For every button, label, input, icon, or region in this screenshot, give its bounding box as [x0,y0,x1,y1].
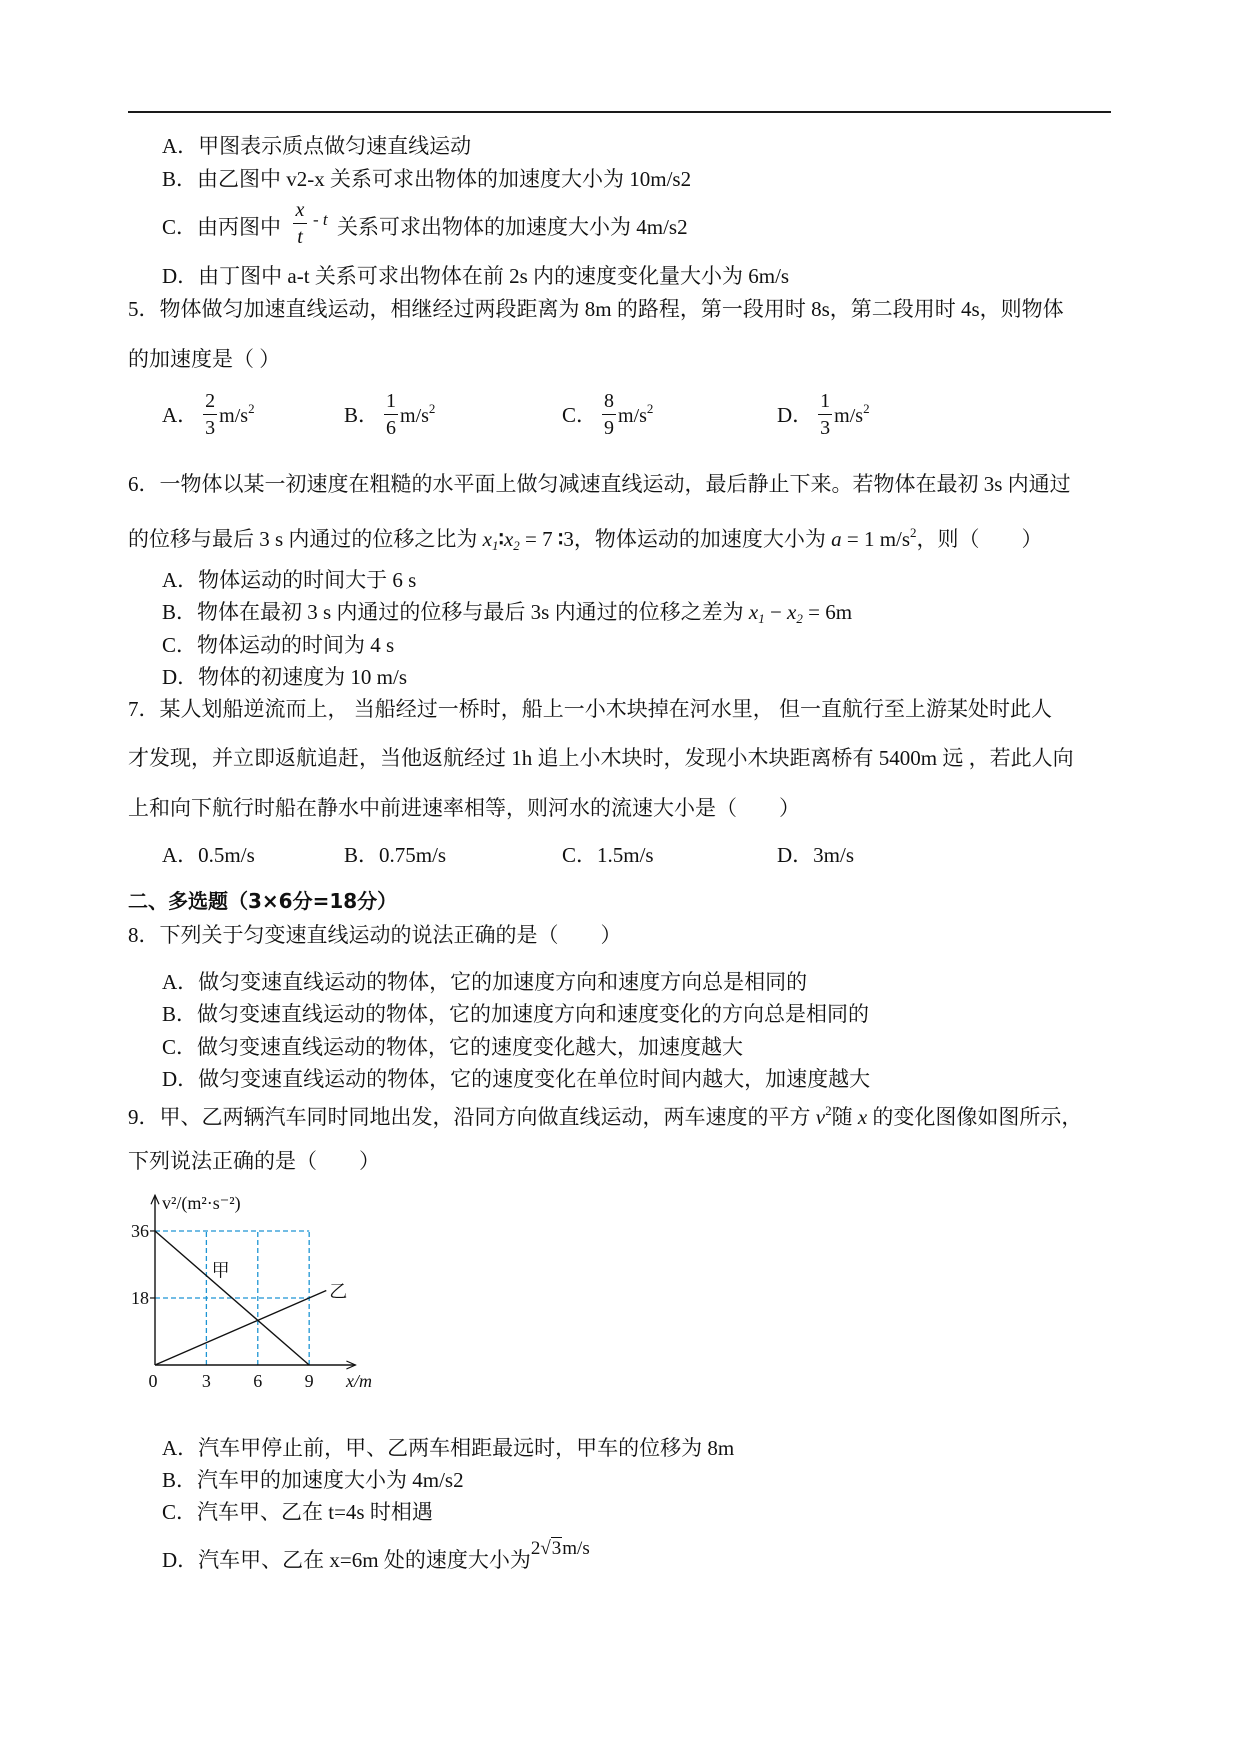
q6-option-a: A．物体运动的时间大于 6 s [162,568,417,592]
ratio-value: 3 [563,527,574,551]
q4-option-c-tail: 关系可求出物体的加速度大小为 4m/s2 [337,215,688,239]
minus-sign: − [764,600,788,624]
unit-exponent: 2 [910,525,917,540]
option-fraction [384,391,398,438]
fraction-bar [602,414,616,415]
option-label: C． [562,403,598,427]
unit-text: m/s [400,404,429,427]
fraction-denominator: t [297,226,303,248]
difference-value: = 6m [802,600,853,624]
q6-option-d: D．物体的初速度为 10 m/s [162,665,408,689]
q8-option-b: B．做匀变速直线运动的物体，它的加速度方向和速度变化的方向总是相同的 [162,1002,870,1026]
var-x1: x [482,527,492,551]
q4-option-a: A．甲图表示质点做匀速直线运动 [162,134,472,158]
header-rule [128,111,1111,113]
q7-stem-line-1: 7．某人划船逆流而上， 当船经过一桥时，船上一小木块掉在河水里， 但一直航行至上游某处时此人 [128,697,1052,721]
fraction-numerator: x [295,199,305,221]
fraction-numerator: 1 [820,389,831,412]
q9-stem-line-1 [128,1100,1082,1128]
radical-coefficient: 2 [530,1538,541,1559]
var-v: v [815,1105,826,1129]
q8-stem: 8．下列关于匀变速直线运动的说法正确的是（ ） [128,923,622,947]
q9-option-d-text: D．汽车甲、乙在 x=6m 处的速度大小为 [162,1548,531,1572]
q9-stem-line-2: 下列说法正确的是（ ） [128,1149,380,1173]
fraction-numerator: 1 [386,389,397,412]
radical-expression [531,1538,590,1559]
q6-option-b [162,601,852,630]
q8-option-a: A．做匀变速直线运动的物体，它的加速度方向和速度方向总是相同的 [162,970,808,994]
var-x2: x [503,527,514,551]
q7-option-a: A．0.5m/s [162,843,255,867]
radical-unit: m/s [562,1538,590,1559]
q9-stem-text-1: 9．甲、乙两辆汽车同时同地出发，沿同方向做直线运动，两车速度的平方 [128,1105,816,1129]
subscript-1: 1 [758,611,765,626]
unit-text: m/s [834,404,864,427]
q4-option-c-fraction [293,200,307,247]
v2-x-graph [100,1180,385,1395]
q5-option-b [344,391,435,437]
q9-option-b: B．汽车甲的加速度大小为 4m/s2 [162,1468,464,1492]
option-unit [618,401,653,428]
q7-stem-line-3: 上和向下航行时船在静水中前进速率相等，则河水的流速大小是（ ） [128,796,800,820]
x-tick-label-6: 6 [253,1371,263,1391]
ratio-equals: = 7 [519,527,558,551]
fraction-bar [293,223,307,224]
q6-stem-text-1: 的位移与最后 3 s 内通过的位移之比为 [128,527,483,551]
q6-option-c: C．物体运动的时间为 4 s [162,633,395,657]
unit-text: m/s [219,404,249,427]
fraction-numerator: 2 [205,389,216,412]
q7-stem-line-2: 才发现，并立即返航追赶，当他返航经过 1h 追上小木块时，发现小木块距离桥有 5400m 远 ，若此人向 [128,746,1074,770]
q4-option-d: D．由丁图中 a-t 关系可求出物体在前 2s 内的速度变化量大小为 6m/s [162,264,790,288]
var-x2: x [787,600,797,624]
q7-option-b: B．0.75m/s [344,843,447,867]
chart-marks [131,1195,355,1391]
option-unit [400,401,435,428]
fraction-bar [818,414,832,415]
radicand: 3 [551,1538,562,1559]
q5-stem-line-2: 的加速度是（ ） [128,347,281,371]
var-x: x [857,1105,868,1129]
q6-stem-line-2 [128,522,1043,557]
ratio-colon: ∶ [498,527,504,551]
q4-option-c-lead: C．由丙图中 [162,215,282,239]
ratio-colon: ∶ [557,527,564,551]
q5-option-c [562,391,653,437]
subscript-1: 1 [492,538,499,553]
exponent-2: 2 [825,1103,832,1118]
q5-option-d [777,391,870,437]
x-tick-label-0: 0 [148,1371,158,1391]
fraction-denominator: 3 [820,416,831,439]
acceleration-value: = 1 m/s [841,527,911,551]
q6-stem-text-3: ，则（ ） [916,527,1043,551]
fraction-bar [203,414,217,415]
var-x1: x [748,600,759,624]
var-a: a [831,527,842,551]
option-unit [219,401,254,428]
option-label: A． [162,403,199,427]
radical-sign: √ [540,1538,551,1559]
q9-option-d [162,1538,590,1573]
q9-option-a: A．汽车甲停止前，甲、乙两车相距最远时，甲车的位移为 8m [162,1436,735,1460]
unit-text: m/s [618,404,647,427]
y-tick-label-18: 18 [131,1287,149,1308]
unit-exponent: 2 [646,400,654,416]
series-label-2: 乙 [329,1281,348,1302]
q4-option-b: B．由乙图中 v2-x 关系可求出物体的加速度大小为 10m/s2 [162,167,692,191]
q6-stem-line-1: 6．一物体以某一初速度在粗糙的水平面上做匀减速直线运动，最后静止下来。若物体在最初 3s 内通过 [128,472,1071,496]
option-fraction [818,391,832,438]
fraction-bar [384,414,398,415]
q7-option-d: D．3m/s [777,843,855,867]
fraction-denominator: 3 [205,416,216,439]
fraction-denominator: 6 [386,416,397,439]
section-heading-multiple-choice: 二、多选题（3×6分=18分） [128,889,398,913]
unit-exponent: 2 [248,400,255,416]
q6-stem-text-2: ，物体运动的加速度大小为 [573,527,832,551]
subscript-2: 2 [513,538,520,553]
option-fraction [602,391,616,438]
q9-option-c: C．汽车甲、乙在 t=4s 时相遇 [162,1500,433,1524]
q9-stem-text-3: 的变化图像如图所示， [867,1105,1083,1129]
y-axis-label: v²/(m²·s⁻²) [162,1193,241,1213]
option-unit [834,401,869,428]
q7-option-c: C．1.5m/s [562,843,654,867]
q5-stem-line-1: 5．物体做匀加速直线运动，相继经过两段距离为 8m 的路程，第一段用时 8s，第二段用时 4s，则物体 [128,297,1064,321]
q6-option-b-text: B．物体在最初 3 s 内通过的位移与最后 3s 内通过的位移之差为 [162,600,749,624]
fraction-denominator: 9 [604,416,615,439]
x-axis-label: x/m [346,1371,372,1391]
q9-stem-text-2: 随 [831,1105,858,1129]
series-label-1: 甲 [211,1260,230,1281]
q5-option-a [162,391,255,437]
unit-exponent: 2 [863,400,870,416]
option-fraction [203,391,217,438]
x-tick-label-9: 9 [304,1371,314,1391]
q4-option-c-minus-t: - t [313,210,328,229]
subscript-2: 2 [796,611,803,626]
option-label: B． [344,403,380,427]
q8-option-c: C．做匀变速直线运动的物体，它的速度变化越大，加速度越大 [162,1035,744,1059]
unit-exponent: 2 [428,400,436,416]
series-line-2 [155,1291,326,1365]
y-tick-label-36: 36 [131,1220,149,1241]
option-label: D． [777,403,814,427]
x-tick-label-3: 3 [201,1371,211,1391]
fraction-numerator: 8 [604,389,615,412]
q8-option-d: D．做匀变速直线运动的物体，它的速度变化在单位时间内越大，加速度越大 [162,1067,871,1091]
